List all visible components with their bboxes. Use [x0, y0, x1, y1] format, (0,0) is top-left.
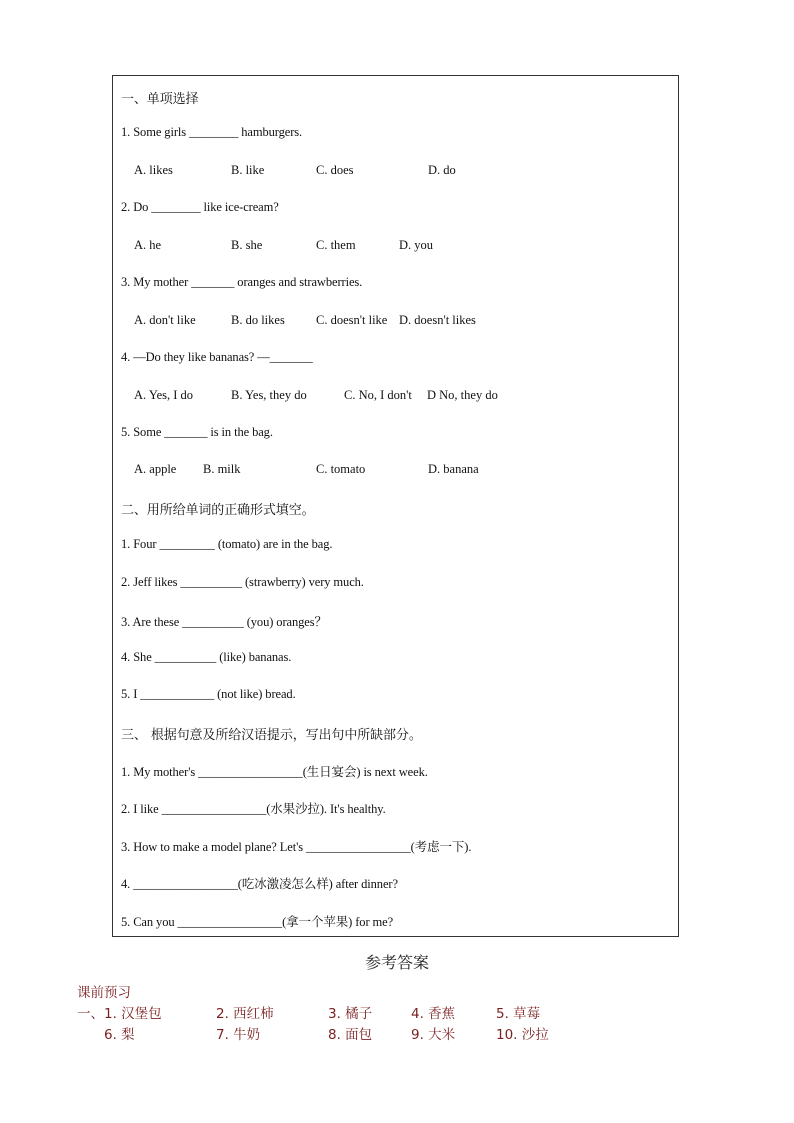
s3-question-1: 1. My mother's _________________(生日宴会) is next week. — [121, 765, 428, 779]
exercise-box — [112, 75, 679, 937]
s1-q5-option-c: C. tomato — [316, 462, 366, 476]
s1-q2-option-a: A. he — [134, 238, 162, 252]
s3-question-2: 2. I like _________________(水果沙拉). It's healthy. — [121, 802, 386, 816]
s1-q5-option-a: A. apple — [134, 462, 177, 476]
answers-title: 参考答案 — [364, 953, 429, 972]
s1-question-3: 3. My mother _______ oranges and strawberries. — [121, 275, 363, 289]
s2-question-3: 3. Are these __________ (you) oranges？ — [121, 615, 327, 629]
s2-question-5: 5. I ____________ (not like) bread. — [121, 687, 296, 701]
answer-item: 10. 沙拉 — [496, 1027, 549, 1043]
answers-subtitle: 课前预习 — [77, 985, 131, 1001]
s1-question-2: 2. Do ________ like ice-cream? — [121, 200, 279, 214]
answers-prefix: 一、 — [77, 1006, 104, 1022]
s1-q1-option-c: C. does — [316, 163, 354, 177]
s2-question-2: 2. Jeff likes __________ (strawberry) very much. — [121, 575, 364, 589]
s1-q3-option-b: B. do likes — [231, 313, 285, 327]
answer-item: 9. 大米 — [411, 1027, 456, 1043]
s2-question-4: 4. She __________ (like) bananas. — [121, 650, 292, 664]
answer-item: 7. 牛奶 — [216, 1027, 261, 1043]
s1-question-1: 1. Some girls ________ hamburgers. — [121, 125, 303, 139]
answer-item: 3. 橘子 — [328, 1006, 373, 1022]
s1-q2-option-b: B. she — [231, 238, 263, 252]
s3-question-4: 4. _________________(吃冰激凌怎么样) after dinner? — [121, 877, 398, 891]
s1-q4-option-a: A. Yes, I do — [134, 388, 194, 402]
s3-question-3: 3. How to make a model plane? Let's _________________(考虑一下). — [121, 840, 472, 854]
section-3-title: 三、 根据句意及所给汉语提示，写出句中所缺部分。 — [121, 728, 422, 743]
section-2-title: 二、用所给单词的正确形式填空。 — [121, 503, 315, 518]
answer-item: 1. 汉堡包 — [104, 1006, 162, 1022]
s1-q5-option-d: D. banana — [428, 462, 479, 476]
s1-q3-option-a: A. don't like — [134, 313, 196, 327]
s1-q1-option-a: A. likes — [134, 163, 173, 177]
s1-q4-option-d: D No, they do — [427, 388, 498, 402]
s1-q3-option-d: D. doesn't likes — [399, 313, 476, 327]
answer-item: 5. 草莓 — [496, 1006, 541, 1022]
answer-item: 4. 香蕉 — [411, 1006, 456, 1022]
answer-item: 6. 梨 — [104, 1027, 135, 1043]
s1-q4-option-c: C. No, I don't — [344, 388, 412, 402]
s1-q4-option-b: B. Yes, they do — [231, 388, 307, 402]
s1-question-5: 5. Some _______ is in the bag. — [121, 425, 273, 439]
s1-q2-option-d: D. you — [399, 238, 434, 252]
s1-q1-option-d: D. do — [428, 163, 456, 177]
s1-question-4: 4. —Do they like bananas? —_______ — [121, 350, 313, 364]
section-1-title: 一、单项选择 — [121, 92, 199, 107]
answer-item: 2. 西红柿 — [216, 1006, 274, 1022]
s1-q3-option-c: C. doesn't like — [316, 313, 388, 327]
s1-q5-option-b: B. milk — [203, 462, 241, 476]
answer-item: 8. 面包 — [328, 1027, 373, 1043]
s1-q2-option-c: C. them — [316, 238, 356, 252]
s1-q1-option-b: B. like — [231, 163, 265, 177]
s3-question-5: 5. Can you _________________(拿一个苹果) for me? — [121, 915, 394, 929]
s2-question-1: 1. Four _________ (tomato) are in the bag. — [121, 537, 333, 551]
